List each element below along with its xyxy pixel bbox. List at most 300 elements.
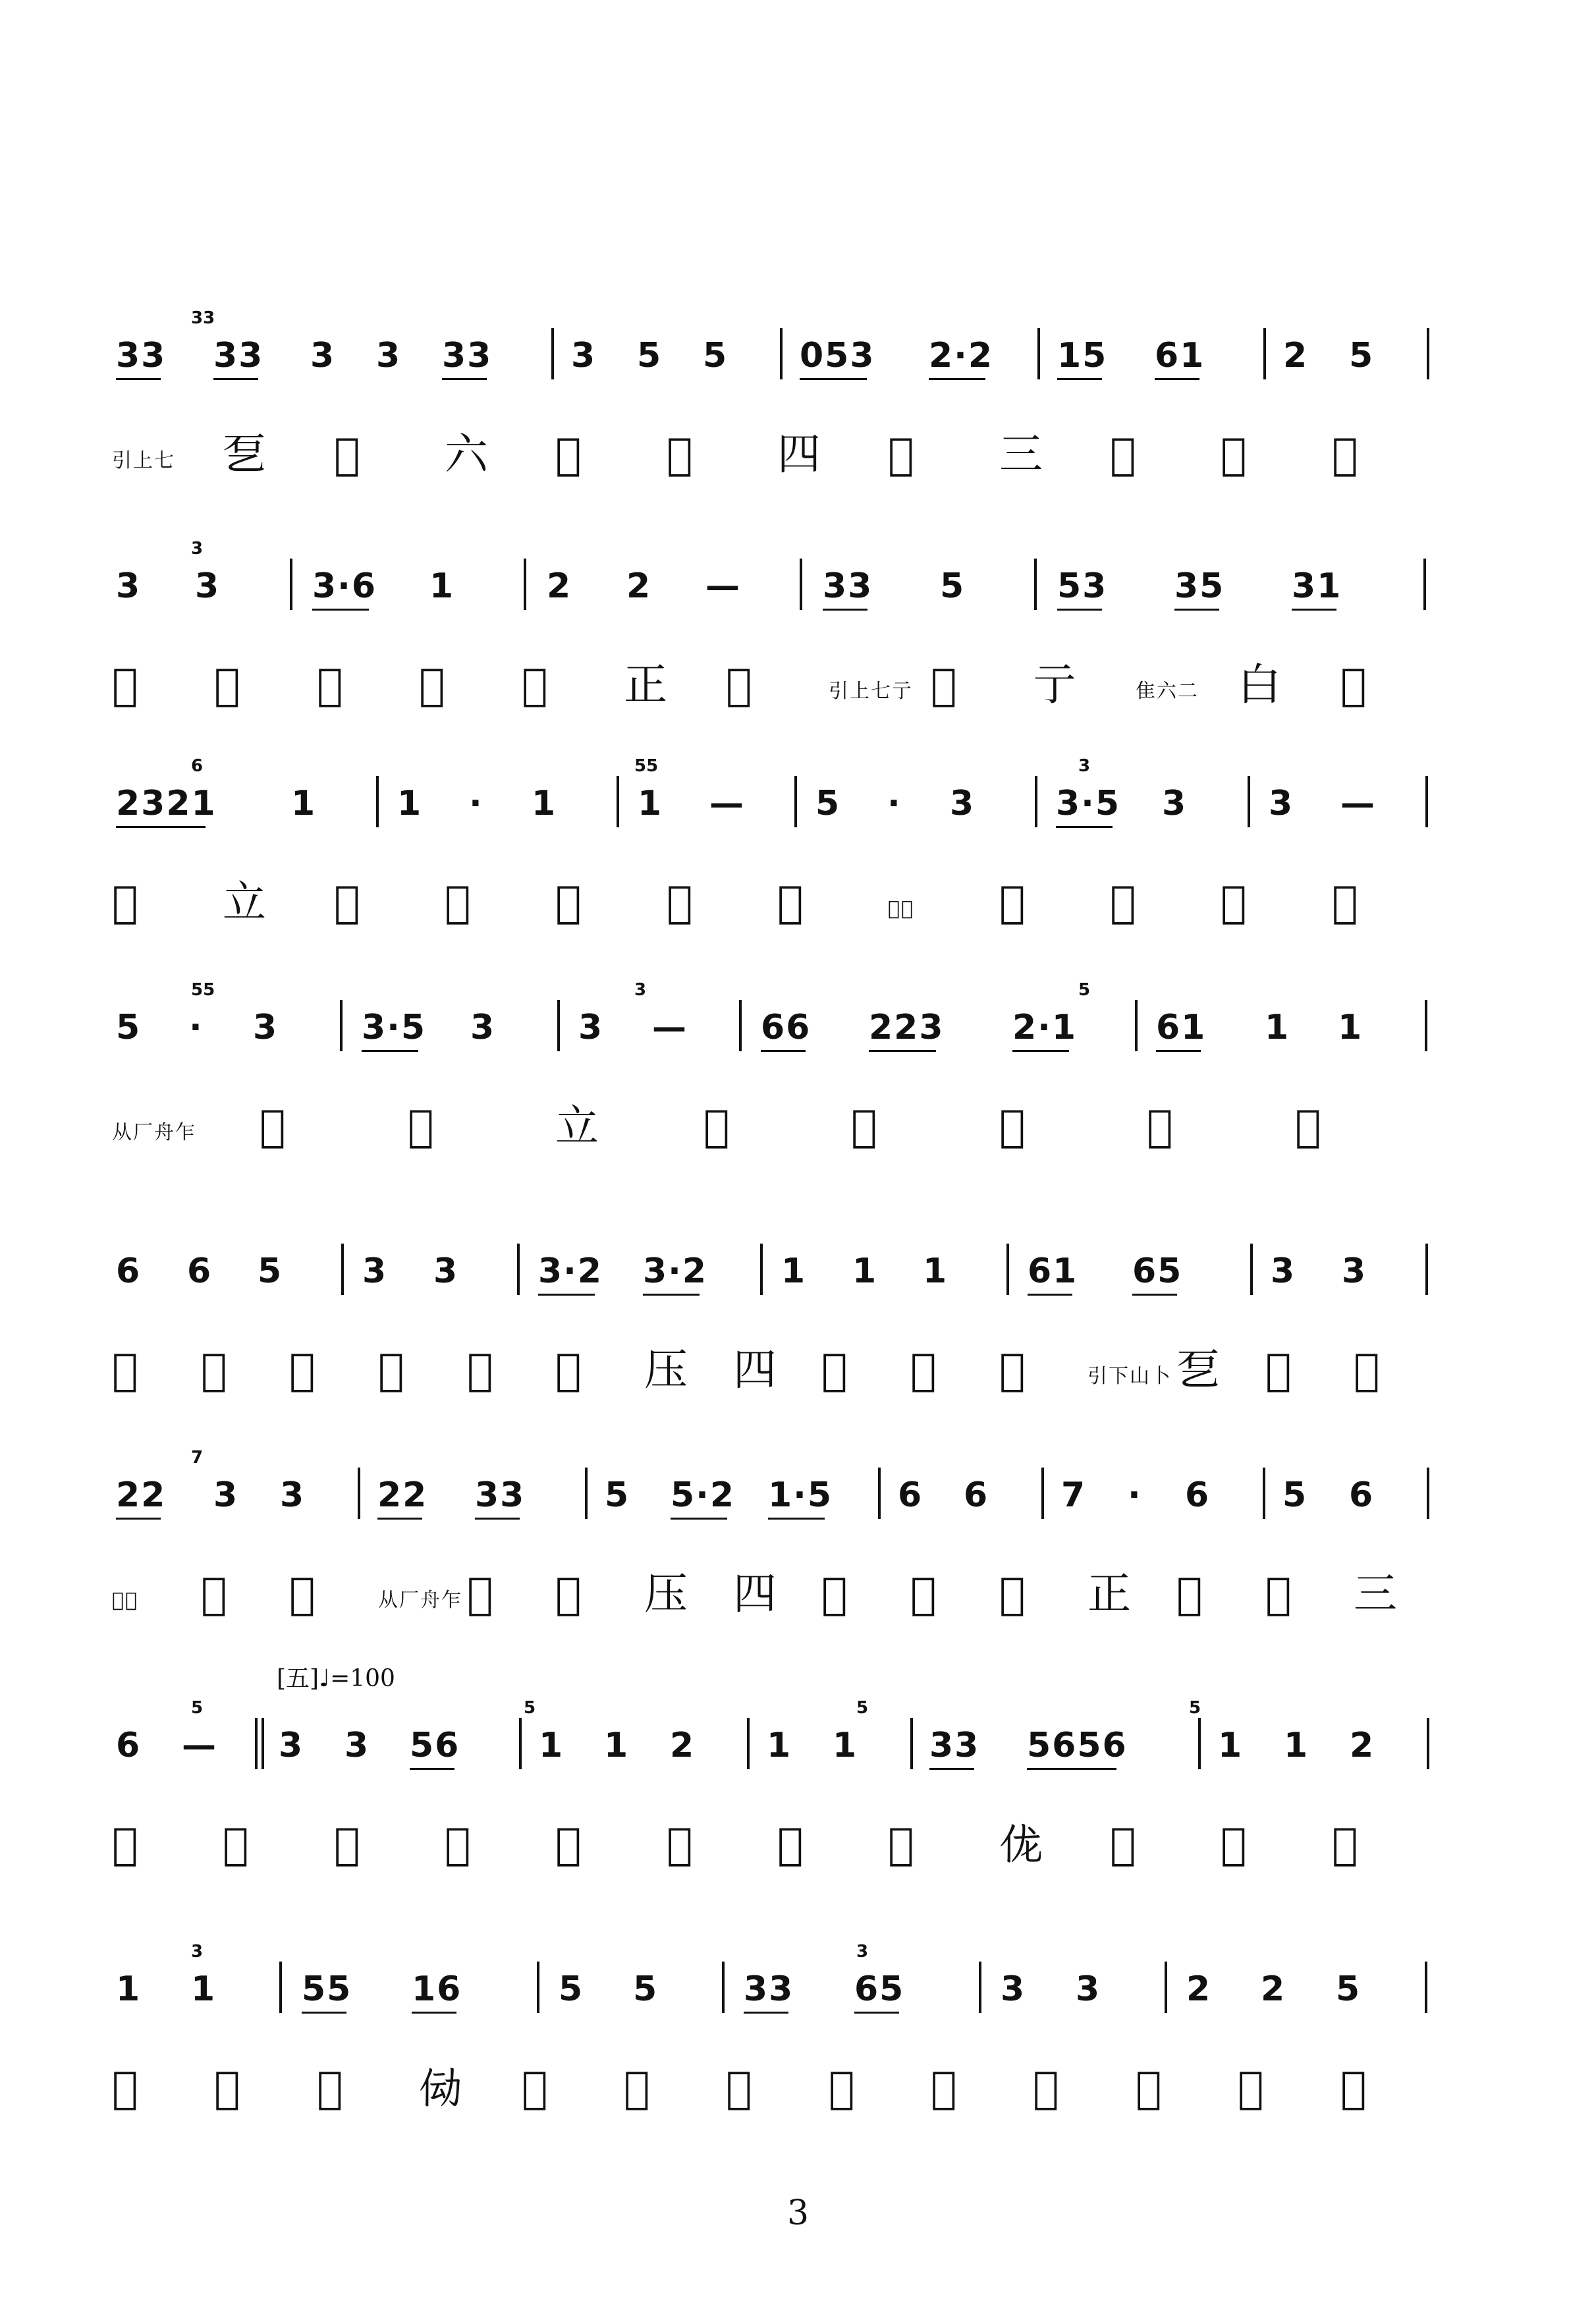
note: 5: [1282, 1475, 1308, 1515]
tablature-char: 𫡜: [214, 659, 252, 710]
grace-note: 3: [1078, 756, 1091, 776]
barline: [760, 1244, 763, 1295]
note: 3: [279, 1726, 304, 1765]
tablature-char: 𫡤: [334, 877, 372, 927]
barline: [1037, 328, 1040, 379]
beam-underline: [1028, 1294, 1072, 1296]
barline: [800, 559, 802, 610]
tablature-char: 𫡺: [555, 1344, 593, 1395]
tablature-char: 𫢙: [419, 2062, 474, 2113]
barline: [341, 1244, 344, 1295]
barline: [1427, 1468, 1429, 1519]
beam-underline: [768, 1518, 825, 1520]
tablature-char: 𫢞: [931, 2062, 969, 2113]
tablature-char: 「𫡩: [888, 897, 915, 920]
beam-underline: [312, 609, 369, 611]
tablature-char: 𫢌: [334, 1819, 372, 1869]
tablature-char: 隹六二: [1136, 680, 1199, 703]
tablature-char: 𫡛: [112, 659, 150, 710]
tablature-char: 𫡶: [201, 1344, 239, 1395]
tablature-char: 𫡙: [1221, 429, 1259, 480]
tablature-char: 𫢉: [1265, 1568, 1304, 1619]
notation-line: [112, 1225, 1495, 1311]
tablature-char: 𫢓: [1110, 1819, 1148, 1869]
tablature-char: 𫢗: [214, 2062, 252, 2113]
barline: [557, 1000, 560, 1051]
note: 1: [191, 1969, 217, 2009]
note: 3: [376, 336, 402, 375]
tablature-char: 四: [733, 1568, 788, 1619]
barline: [1425, 776, 1428, 827]
note: 31: [1292, 566, 1342, 606]
note: 5: [116, 1008, 142, 1047]
barline: [358, 1468, 360, 1519]
beam-underline: [929, 1768, 974, 1770]
tablature-char: 立: [223, 877, 278, 927]
note: 1: [767, 1726, 792, 1765]
staff-1: [112, 310, 1495, 507]
barline: [585, 1468, 588, 1519]
tablature-char: 𫡬: [1221, 877, 1259, 927]
beam-underline: [1027, 1768, 1116, 1770]
tablature-char: 𫡫: [1110, 877, 1148, 927]
grace-note: 55: [634, 756, 659, 776]
tablature-line: [112, 1340, 1495, 1419]
note: 33: [823, 566, 873, 606]
grace-note: 3: [856, 1942, 869, 1962]
barline: [376, 776, 379, 827]
note: 65: [1132, 1251, 1183, 1291]
beam-underline: [823, 609, 867, 611]
barline: [910, 1718, 913, 1769]
note: 223: [869, 1008, 945, 1047]
tablature-char: 引上七: [112, 449, 175, 472]
note: 3·2: [643, 1251, 708, 1291]
barline: [1034, 559, 1037, 610]
tablature-char: 𫡦: [555, 877, 593, 927]
barline: [878, 1468, 881, 1519]
tablature-line: [112, 1815, 1495, 1894]
note: 3: [1271, 1251, 1296, 1291]
note: 3: [344, 1726, 370, 1765]
grace-note: 6: [191, 756, 204, 776]
note: 22: [377, 1475, 428, 1515]
tablature-char: 𫡪: [999, 877, 1037, 927]
barline: [524, 559, 526, 610]
barline: [551, 328, 554, 379]
beam-underline: [538, 1294, 595, 1296]
tablature-char: 𫢋: [223, 1819, 261, 1869]
note: 33: [116, 336, 167, 375]
grace-note: 3: [191, 539, 204, 559]
grace-note: 5: [856, 1698, 869, 1718]
note: 1: [429, 566, 455, 606]
barline: [537, 1962, 539, 2013]
beam-underline: [412, 2012, 456, 2014]
tablature-char: 𫡮: [260, 1101, 298, 1151]
beam-underline: [410, 1768, 454, 1770]
tablature-char: 𫡞: [419, 659, 457, 710]
note: 66: [761, 1008, 812, 1047]
tablature-char: 𫡼: [910, 1344, 949, 1395]
tablature-char: 𫡭: [1332, 877, 1370, 927]
note: 1: [638, 784, 663, 823]
note: 15: [1057, 336, 1108, 375]
barline: [794, 776, 797, 827]
tablature-line: [112, 425, 1495, 504]
note: 3: [571, 336, 597, 375]
tablature-char: 𫢊: [112, 1819, 150, 1869]
tablature-char: 𫢒: [999, 1819, 1055, 1869]
beam-underline: [800, 378, 867, 380]
tablature-char: 𫡟: [522, 659, 560, 710]
barline: [1425, 1244, 1428, 1295]
notation-line: [112, 1699, 1495, 1785]
note: 61: [1155, 336, 1205, 375]
beam-underline: [1056, 826, 1113, 828]
tablature-char: 压: [644, 1344, 700, 1395]
barline: [1006, 1244, 1009, 1295]
barline: [780, 328, 783, 379]
tablature-char: 𫢢: [1340, 2062, 1379, 2113]
note: 5: [940, 566, 966, 606]
note: 22: [116, 1475, 167, 1515]
note: 3: [470, 1008, 496, 1047]
tablature-char: 𫢎: [555, 1819, 593, 1869]
tablature-line: [112, 873, 1495, 952]
tablature-char: 𫡿: [1354, 1344, 1392, 1395]
note: 2: [626, 566, 652, 606]
barline: [1423, 559, 1426, 610]
tablature-line: [112, 2058, 1495, 2137]
note: 5: [258, 1251, 283, 1291]
note: 1: [923, 1251, 949, 1291]
note: 3: [253, 1008, 279, 1047]
tablature-char: 𫡔: [334, 429, 372, 480]
tablature-char: 𫢜: [726, 2062, 764, 2113]
note: 2: [1186, 1969, 1212, 2009]
tablature-char: 立: [555, 1101, 611, 1151]
note: 6: [116, 1726, 142, 1765]
tablature-char: 𫡝: [317, 659, 355, 710]
barline: [1263, 328, 1266, 379]
dot-extension: ·: [1128, 1475, 1142, 1515]
note: 5: [815, 784, 841, 823]
note: 33: [475, 1475, 526, 1515]
tablature-char: 𫡽: [999, 1344, 1037, 1395]
note: 1: [1284, 1726, 1309, 1765]
tablature-char: 𫡕: [555, 429, 593, 480]
beam-underline: [671, 1518, 727, 1520]
tablature-char: 引下山卜: [1087, 1365, 1172, 1388]
beam-underline: [475, 1518, 520, 1520]
note: 1: [852, 1251, 878, 1291]
note: 33: [929, 1726, 980, 1765]
notation-line: [112, 1943, 1495, 2029]
note: 3: [578, 1008, 604, 1047]
staff-3: [112, 757, 1495, 955]
note: 3: [1162, 784, 1188, 823]
beam-underline: [1292, 609, 1336, 611]
note: 33: [442, 336, 493, 375]
tablature-char: 𫡰: [703, 1101, 742, 1151]
tablature-char: 𫢡: [1238, 2062, 1276, 2113]
grace-note: 5: [1078, 980, 1091, 1000]
tablature-char: 𫢃: [467, 1568, 505, 1619]
note: 3: [1342, 1251, 1367, 1291]
note: 35: [1174, 566, 1225, 606]
barline: [1425, 1000, 1427, 1051]
section-mark: [五]♩=100: [277, 1665, 395, 1692]
tablature-char: 𫡣: [112, 877, 150, 927]
note: 3·5: [1056, 784, 1121, 823]
beam-underline: [116, 826, 206, 828]
tablature-char: 𫡻: [821, 1344, 860, 1395]
barline: [1263, 1468, 1265, 1519]
beam-underline: [1057, 378, 1102, 380]
dot-extension: ·: [469, 784, 483, 823]
tablature-char: 𫡳: [1147, 1101, 1185, 1151]
note: 1: [539, 1726, 564, 1765]
barline: [1248, 776, 1250, 827]
beam-underline: [1156, 1050, 1201, 1052]
note: 3: [195, 566, 221, 606]
tablature-char: 𫡖: [667, 429, 705, 480]
note: 5: [605, 1475, 630, 1515]
tablature-char: 𫡡: [931, 659, 969, 710]
beam-underline: [1132, 1294, 1177, 1296]
note: 3: [950, 784, 976, 823]
tablature-char: 𫡚: [1332, 429, 1370, 480]
grace-note: 5: [191, 1698, 204, 1718]
note: 5·2: [671, 1475, 736, 1515]
note: 3: [310, 336, 336, 375]
tablature-char: 𫢄: [555, 1568, 593, 1619]
staff-7: [112, 1699, 1495, 1897]
tablature-char: 𫡧: [667, 877, 705, 927]
note: 5: [633, 1969, 659, 2009]
note: 6: [116, 1251, 142, 1291]
barline: [1041, 1468, 1044, 1519]
staff-8: [112, 1943, 1495, 2141]
note: 2: [670, 1726, 696, 1765]
note: 1: [1265, 1008, 1290, 1047]
barline: [747, 1718, 750, 1769]
note: 6: [898, 1475, 923, 1515]
tablature-char: 𫡵: [112, 1344, 150, 1395]
tablature-char: 𫢂: [289, 1568, 327, 1619]
note: 6: [964, 1475, 989, 1515]
note: 5: [1349, 336, 1375, 375]
beam-underline: [213, 378, 258, 380]
tablature-char: 𫡴: [1295, 1101, 1333, 1151]
note: 1: [532, 784, 557, 823]
barline: [1250, 1244, 1253, 1295]
tablature-char: 压: [644, 1568, 700, 1619]
note: 3·2: [538, 1251, 603, 1291]
grace-note: 3: [191, 1942, 204, 1962]
barline: [1198, 1718, 1201, 1769]
beam-underline: [1012, 1050, 1069, 1052]
note: 5: [559, 1969, 584, 2009]
beam-underline: [377, 1518, 422, 1520]
barline: [617, 776, 619, 827]
grace-note: 5: [524, 1698, 536, 1718]
beam-underline: [761, 1050, 806, 1052]
note: 3: [1269, 784, 1294, 823]
tablature-char: 六: [445, 429, 500, 480]
tablature-char: 𫡾: [1265, 1344, 1304, 1395]
beam-underline: [362, 1050, 418, 1052]
tablature-char: 𫢖: [112, 2062, 150, 2113]
note: 2: [1283, 336, 1309, 375]
tablature-char: 𫡘: [1110, 429, 1148, 480]
tablature-line: [112, 655, 1495, 734]
note: 5: [637, 336, 663, 375]
grace-note: 33: [191, 308, 215, 328]
barline: [1425, 1962, 1427, 2013]
note: 16: [412, 1969, 462, 2009]
dash-note: —: [709, 784, 745, 823]
note: 33: [213, 336, 264, 375]
beam-underline: [1155, 378, 1199, 380]
barline: [979, 1962, 981, 2013]
note: 053: [800, 336, 875, 375]
note: 2: [1350, 1726, 1375, 1765]
barline: [517, 1244, 520, 1295]
note: 6: [187, 1251, 213, 1291]
barline: [1427, 328, 1429, 379]
barline: [1427, 1718, 1429, 1769]
barline: [1035, 776, 1037, 827]
note: 53: [1057, 566, 1108, 606]
tablature-char: 𫢘: [317, 2062, 355, 2113]
beam-underline: [929, 378, 985, 380]
note: 1·5: [768, 1475, 833, 1515]
tablature-char: 三: [999, 429, 1055, 480]
beam-underline: [116, 378, 161, 380]
note: 2·2: [929, 336, 994, 375]
staff-4: [112, 981, 1495, 1179]
tablature-char: 𫢁: [201, 1568, 239, 1619]
grace-note: 5: [1189, 1698, 1201, 1718]
note: 3: [280, 1475, 306, 1515]
tablature-char: 𫢝: [829, 2062, 867, 2113]
beam-underline: [643, 1294, 700, 1296]
tablature-char: 从厂舟乍: [378, 1589, 462, 1612]
notation-line: [112, 981, 1495, 1067]
staff-2: [112, 540, 1495, 738]
dash-note: —: [182, 1726, 217, 1765]
dash-note: —: [705, 566, 741, 606]
note: 1: [116, 1969, 142, 2009]
note: 1: [1218, 1726, 1244, 1765]
tablature-char: 𫡯: [408, 1101, 446, 1151]
tablature-char: 正: [1087, 1568, 1143, 1619]
note: 1: [833, 1726, 858, 1765]
tablature-char: 正: [624, 659, 679, 710]
tablature-char: 𫢟: [1033, 2062, 1071, 2113]
tablature-char: 𫡥: [445, 877, 483, 927]
tablature-char: 四: [733, 1344, 788, 1395]
barline: [290, 559, 292, 610]
beam-underline: [854, 2012, 899, 2014]
note: 7: [1061, 1475, 1087, 1515]
beam-underline: [744, 2012, 788, 2014]
barline: [519, 1718, 522, 1769]
beam-underline: [116, 1518, 161, 1520]
tablature-char: 𫢑: [888, 1819, 926, 1869]
note: 5656: [1027, 1726, 1128, 1765]
tablature-char: 四: [777, 429, 833, 480]
note: 5: [1336, 1969, 1362, 2009]
note: 2: [547, 566, 572, 606]
staff-6: [112, 1449, 1495, 1647]
tablature-char: 𫢅: [821, 1568, 860, 1619]
note: 2: [1261, 1969, 1286, 2009]
note: 3: [1001, 1969, 1026, 2009]
tablature-char: 𫡗: [888, 429, 926, 480]
note: 1: [604, 1726, 630, 1765]
tablature-char: 𫢈: [1176, 1568, 1215, 1619]
tablature-char: 𫡱: [851, 1101, 889, 1151]
beam-underline: [442, 378, 487, 380]
tablature-char: 乭: [1176, 1344, 1232, 1395]
note: 3·5: [362, 1008, 427, 1047]
tablature-char: 三: [1354, 1568, 1409, 1619]
tablature-char: 𫢍: [445, 1819, 483, 1869]
tablature-char: 乭: [223, 429, 278, 480]
barline: [722, 1962, 725, 2013]
tablature-char: 𫢛: [624, 2062, 662, 2113]
note: 1: [397, 784, 423, 823]
tablature-char: 引上七亍: [829, 680, 913, 703]
note: 2·1: [1012, 1008, 1078, 1047]
tablature-char: 𫡹: [467, 1344, 505, 1395]
tablature-char: 𫡷: [289, 1344, 327, 1395]
beam-underline: [302, 2012, 346, 2014]
tablature-char: 𫢇: [999, 1568, 1037, 1619]
note: 1: [781, 1251, 807, 1291]
note: 65: [854, 1969, 905, 2009]
tablature-char: 𫢕: [1332, 1819, 1370, 1869]
note: 3·6: [312, 566, 377, 606]
notation-line: [112, 310, 1495, 395]
notation-line: [112, 540, 1495, 626]
tablature-char: 𫢠: [1136, 2062, 1174, 2113]
beam-underline: [869, 1050, 936, 1052]
tablature-char: 𫢆: [910, 1568, 949, 1619]
tablature-char: 白: [1238, 659, 1293, 710]
note: 3: [116, 566, 142, 606]
tablature-char: 𫡲: [999, 1101, 1037, 1151]
tablature-line: [112, 1564, 1495, 1643]
barline: [1165, 1962, 1167, 2013]
tablature-char: 𫡢: [1340, 659, 1379, 710]
note: 6: [1185, 1475, 1211, 1515]
barline: [340, 1000, 343, 1051]
beam-underline: [1057, 609, 1102, 611]
note: 3: [362, 1251, 388, 1291]
note: 33: [744, 1969, 794, 2009]
tablature-char: 𫢔: [1221, 1819, 1259, 1869]
note: 55: [302, 1969, 352, 2009]
notation-line: [112, 757, 1495, 843]
tablature-char: 𫢚: [522, 2062, 560, 2113]
tablature-char: 𫡠: [726, 659, 764, 710]
note: 61: [1156, 1008, 1207, 1047]
barline: [279, 1962, 282, 2013]
